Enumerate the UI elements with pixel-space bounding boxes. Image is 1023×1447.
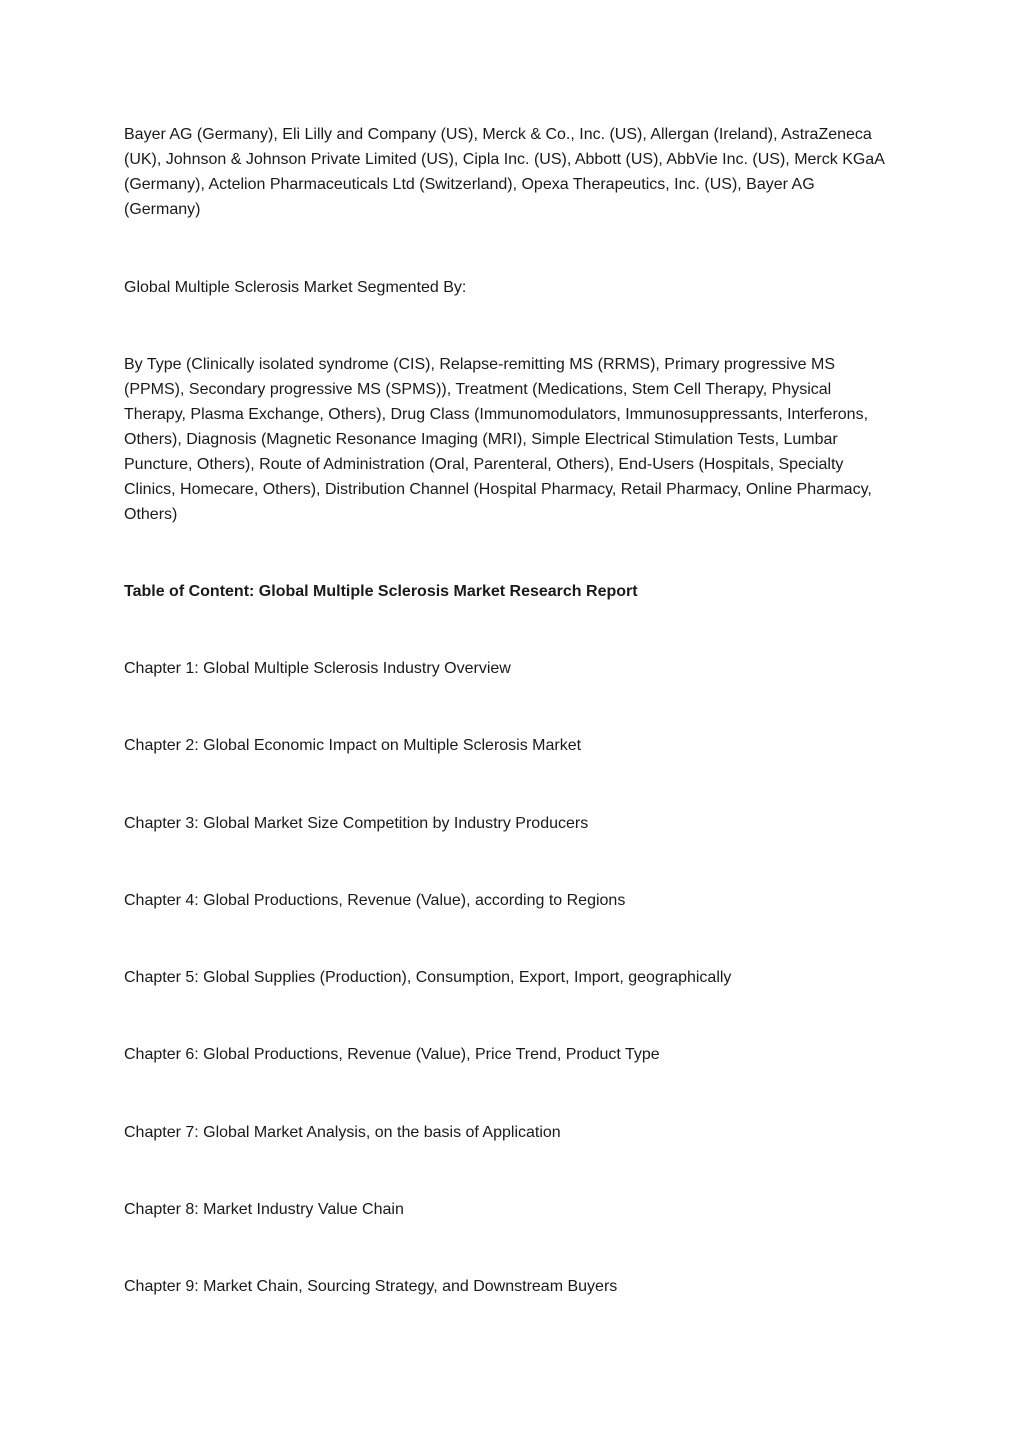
chapter-item: Chapter 5: Global Supplies (Production), Consumption, Export, Import, geographically: [124, 969, 732, 986]
segmented-heading: Global Multiple Sclerosis Market Segmented By:: [124, 279, 467, 296]
segments-paragraph: By Type (Clinically isolated syndrome (CIS), Relapse-remitting MS (RRMS), Primary progressive MS (PPMS), Secondary progressive MS (SPMS)), Treatment (Medications, Stem Cell Therapy, Physical Therapy, Plasma Exchange, Others), Drug Class (Immunomodulators, Immunosuppressants, Interferons, Others), Diagnosis (Magnetic Resonance Imaging (MRI), Simple Electrical Stimulation Tests, Lumbar Puncture, Others), Route of Administration (Oral, Parenteral, Others), End-Users (Hospitals, Specialty Clinics, Homecare, Others), Distribution Channel (Hospital Pharmacy, Retail Pharmacy, Online Pharmacy, Others): [124, 356, 872, 523]
chapter-item: Chapter 8: Market Industry Value Chain: [124, 1201, 404, 1218]
chapter-item: Chapter 1: Global Multiple Sclerosis Industry Overview: [124, 660, 511, 677]
chapter-item: Chapter 6: Global Productions, Revenue (Value), Price Trend, Product Type: [124, 1046, 660, 1063]
chapter-item: Chapter 2: Global Economic Impact on Multiple Sclerosis Market: [124, 737, 582, 754]
chapter-item: Chapter 7: Global Market Analysis, on the basis of Application: [124, 1124, 561, 1141]
chapter-item: Chapter 9: Market Chain, Sourcing Strategy, and Downstream Buyers: [124, 1278, 618, 1295]
chapter-item: Chapter 3: Global Market Size Competition by Industry Producers: [124, 815, 589, 832]
companies-paragraph: Bayer AG (Germany), Eli Lilly and Company (US), Merck & Co., Inc. (US), Allergan (Ireland), AstraZeneca (UK), Johnson & Johnson Private Limited (US), Cipla Inc. (US), Abbott (US), AbbVie Inc. (US), Merck KGaA (Germany), Actelion Pharmaceuticals Ltd (Switzerland), Opexa Therapeutics, Inc. (US), Bayer AG (Germany): [124, 126, 884, 218]
chapter-item: Chapter 4: Global Productions, Revenue (Value), according to Regions: [124, 892, 626, 909]
toc-title: Table of Content: Global Multiple Sclerosis Market Research Report: [124, 583, 638, 600]
